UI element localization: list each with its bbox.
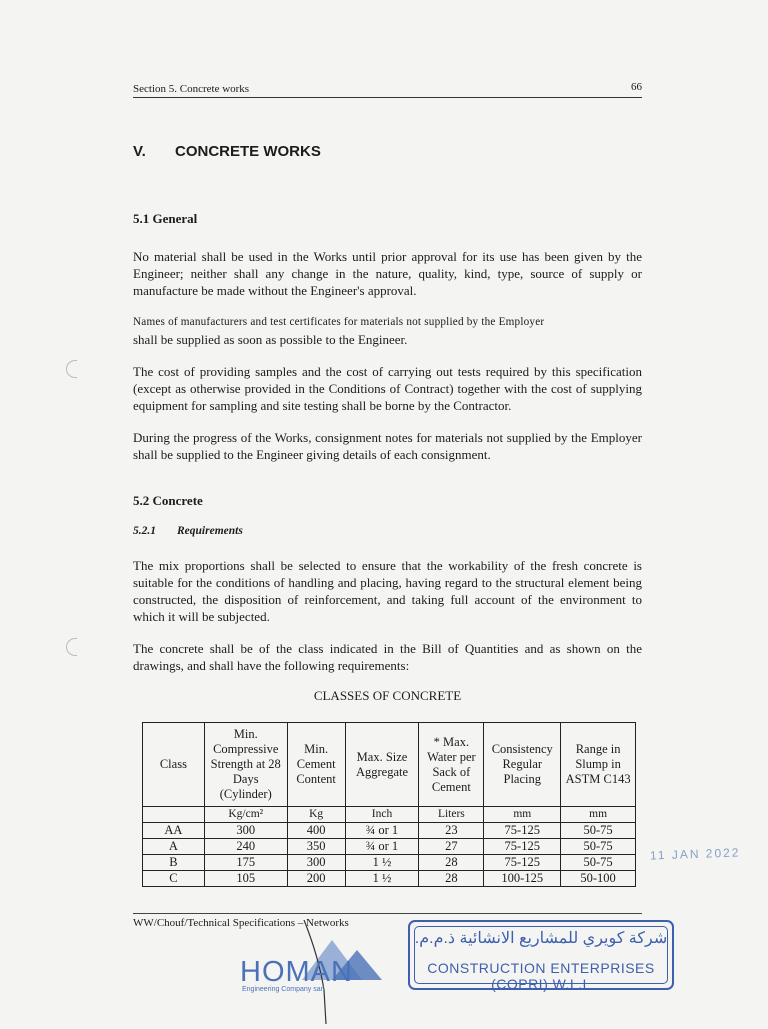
paragraph-manufacturers-line2: shall be supplied as soon as possible to the Engineer. xyxy=(133,332,408,347)
section-5-2-heading: 5.2 Concrete xyxy=(133,493,203,508)
table-row xyxy=(143,839,636,855)
unit-cell xyxy=(143,807,205,823)
table-cell: 175 xyxy=(204,855,287,871)
unit-cell: mm xyxy=(561,807,636,823)
table-cell: B xyxy=(143,855,205,871)
table-cell: 50-75 xyxy=(561,839,636,855)
table-cell: ¾ or 1 xyxy=(345,823,419,839)
header-class: Class xyxy=(143,723,205,807)
table-cell: 105 xyxy=(204,871,287,887)
chapter-title-text: CONCRETE WORKS xyxy=(175,143,321,160)
header-strength: Min. Compressive Strength at 28 Days (Cylinder) xyxy=(204,723,287,807)
table-header-row xyxy=(143,723,636,807)
unit-cell: Inch xyxy=(345,807,419,823)
table-cell: 28 xyxy=(419,871,484,887)
table-cell: AA xyxy=(143,823,205,839)
table-cell: 1 ½ xyxy=(345,855,419,871)
homan-subtitle: Engineering Company sarl xyxy=(242,986,325,993)
table-cell: 50-75 xyxy=(561,823,636,839)
paragraph-cost: The cost of providing samples and the cost of carrying out tests required by this specification (except as otherwise provided in the Conditions of Contract) together with the cost of supplying equipment for sampling and site testing shall be borne by the Contractor. xyxy=(133,364,642,413)
header-rule xyxy=(133,97,642,98)
unit-cell: Liters xyxy=(419,807,484,823)
unit-cell: Kg/cm² xyxy=(204,807,287,823)
company-stamp-english: CONSTRUCTION ENTERPRISES (COPRI) W.L.L xyxy=(427,960,655,992)
table-cell: 350 xyxy=(287,839,345,855)
table-cell: 50-100 xyxy=(561,871,636,887)
table-cell: 240 xyxy=(204,839,287,855)
punch-hole-mark xyxy=(66,360,77,378)
header-cement: Min. Cement Content xyxy=(287,723,345,807)
paragraph-mix-proportions: The mix proportions shall be selected to ensure that the workability of the fresh concrete is suitable for the conditions of handling and placing, having regard to the structural element being constructed, the disposition of reinforcement, and taking full account of the environment to which it will be subjected. xyxy=(133,558,642,624)
table-title: CLASSES OF CONCRETE xyxy=(313,688,462,703)
section-5-1-heading: 5.1 General xyxy=(133,211,198,226)
table-cell: 28 xyxy=(419,855,484,871)
paragraph-manufacturers-line1: Names of manufacturers and test certificates for materials not supplied by the Employer xyxy=(133,316,545,328)
unit-cell: Kg xyxy=(287,807,345,823)
table-cell: 100-125 xyxy=(484,871,561,887)
received-date-stamp: 11 JAN 2022 xyxy=(649,845,741,863)
table-cell: A xyxy=(143,839,205,855)
table-row xyxy=(143,871,636,887)
homan-logo xyxy=(232,920,422,1024)
footer-text: WW/Chouf/Technical Specifications – Networks xyxy=(133,917,349,929)
footer-rule xyxy=(133,913,642,914)
homan-wordmark: HOMAN xyxy=(240,956,353,988)
table-cell: 75-125 xyxy=(484,855,561,871)
table-cell: 1 ½ xyxy=(345,871,419,887)
table-row xyxy=(143,823,636,839)
punch-hole-mark xyxy=(66,638,77,656)
table-cell: 75-125 xyxy=(484,839,561,855)
unit-cell: mm xyxy=(484,807,561,823)
table-cell: 27 xyxy=(419,839,484,855)
header-slump: Range in Slump in ASTM C143 xyxy=(561,723,636,807)
table-units-row xyxy=(143,807,636,823)
chapter-title xyxy=(133,143,321,160)
table-cell: 50-75 xyxy=(561,855,636,871)
table-row xyxy=(143,855,636,871)
table-cell: 75-125 xyxy=(484,823,561,839)
header-page-number: 66 xyxy=(631,81,642,93)
header-aggregate: Max. Size Aggregate xyxy=(345,723,419,807)
paragraph-consignment: During the progress of the Works, consignment notes for materials not supplied by the Employer shall be supplied to the Engineer giving details of each consignment. xyxy=(133,430,642,462)
table-cell: 300 xyxy=(287,855,345,871)
table-cell: 23 xyxy=(419,823,484,839)
table-cell: C xyxy=(143,871,205,887)
subsection-5-2-1-heading xyxy=(133,525,243,537)
subsection-number: 5.2.1 xyxy=(133,525,156,537)
paragraph-approval: No material shall be used in the Works until prior approval for its use has been given by the Engineer; neither shall any change in the nature, quality, kind, type, source of supply or manufacture be made without the Engineer's approval. xyxy=(133,249,642,298)
table-cell: 300 xyxy=(204,823,287,839)
header-water: * Max. Water per Sack of Cement xyxy=(419,723,484,807)
chapter-number: V. xyxy=(133,143,146,160)
header-section-title: Section 5. Concrete works xyxy=(133,83,250,95)
table-cell: 400 xyxy=(287,823,345,839)
header-consistency: Consistency Regular Placing xyxy=(484,723,561,807)
subsection-title: Requirements xyxy=(177,525,243,537)
concrete-classes-table xyxy=(142,722,636,887)
company-stamp xyxy=(408,920,674,990)
table-cell: 200 xyxy=(287,871,345,887)
company-stamp-arabic: شركة كويري للمشاريع الانشائية ذ.م.م. xyxy=(414,930,668,947)
paragraph-class-requirements: The concrete shall be of the class indicated in the Bill of Quantities and as shown on the drawings, and shall have the following requirements: xyxy=(133,641,642,673)
table-cell: ¾ or 1 xyxy=(345,839,419,855)
